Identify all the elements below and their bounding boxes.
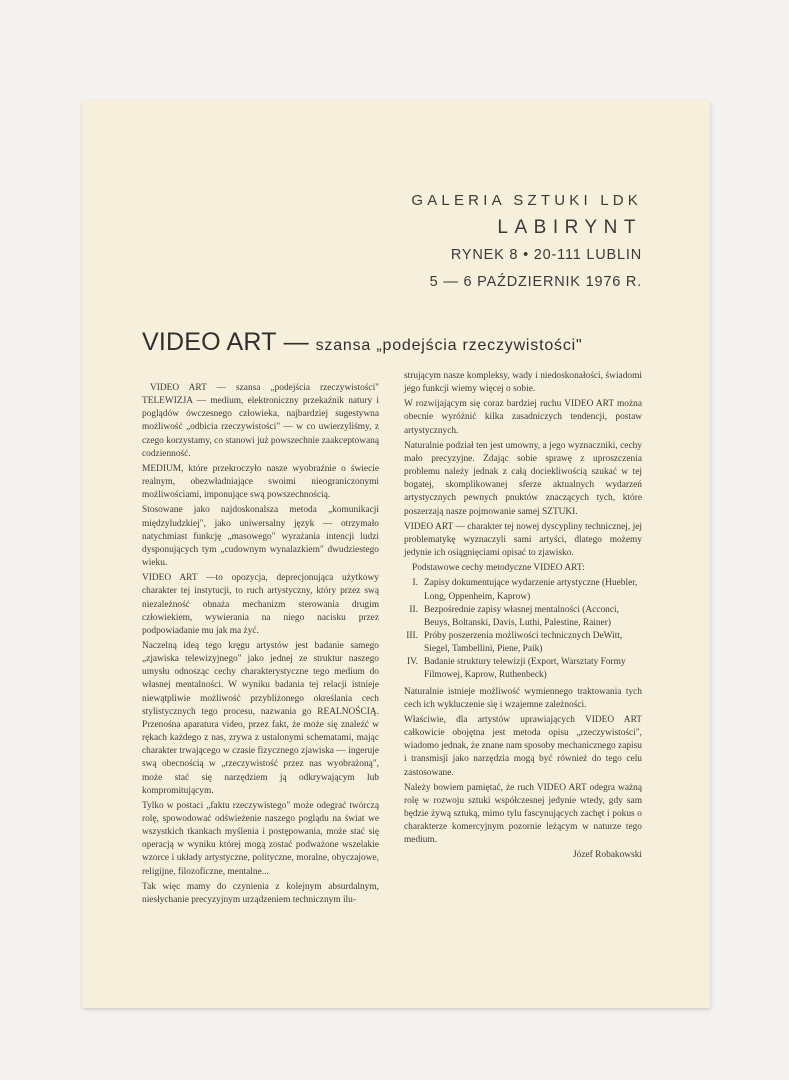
paragraph: Tylko w postaci „faktu rzeczywistego" może odegrać twórczą rolę, spowodować odświeżenie naszego poglądu na świat we wszystkich tkankach myślenia i postępowania, może stać się operacją w wyniku której mogą zostać podważone wszelakie wzorce i układy artystyczne, polityczne, moralne, obyczajowe, religijne, filozoficzne, mentalne...	[142, 800, 379, 877]
paragraph: MEDIUM, które przekroczyło nasze wyobraźnie o świecie realnym, obezwładniające swoimi nieograniczonymi możliwościami, imponujące swą powszechnością.	[142, 463, 379, 501]
methods-list	[404, 577, 642, 682]
event-date: 5 — 6 PAŹDZIERNIK 1976 R.	[429, 274, 642, 290]
list-intro: Podstawowe cechy metodyczne VIDEO ART:	[412, 563, 585, 574]
list-item	[404, 604, 642, 630]
paragraph: Należy bowiem pamiętać, że ruch VIDEO ART odegra ważną rolę w rozwoju sztuki współczesnej jedynie wtedy, gdy sam będzie żywą sztuką, mimo tylu fascynujących zachęt i pokus o charakterze komercyjnym pozornie leżącym w naturze tego medium.	[404, 782, 642, 846]
title-main: VIDEO ART	[142, 328, 277, 356]
paragraph: Naczelną ideą tego kręgu artystów jest badanie samego „zjawiska telewizyjnego" jako jednej ze struktur naszego umysłu odnosząc cechy charakterystyczne tego medium do własnej mentalności. W wyniku badania tej relacji istnieje niewątpliwie możliwość przybliżonego określania cech stylistycznych tego procesu, nazwania go REALNOŚCIĄ. Przenośna aparatura video, przez fakt, że może się znaleźć w rękach każdego z nas, zrywa z ustalonymi schematami, mając charakter trwającego w czasie fizycznego zjawiska — ingeruje swą obecnością w „rzeczywistość przez nas wyobrażoną", może stać się narzędziem ją odkrywającym lub kompromitującym.	[142, 640, 379, 796]
list-number: II.	[409, 604, 418, 615]
list-text: Zapisy dokumentujące wydarzenie artystyczne (Huebler, Long, Oppenheim, Kaprow)	[424, 578, 638, 602]
paragraph: VIDEO ART —to opozycja, deprecjonująca użytkowy charakter tej instytucji, to ruch artystyczny, który przez swą niezależność obnaża mechanizm sterowania drugim człowiekiem, wywierania na niego nacisku przez podpowiadanie mu jak ma żyć.	[142, 573, 379, 636]
paragraph: Naturalnie istnieje możliwość wymiennego traktowania tych cech ich wykluczenie się i wzajemne zależności.	[404, 686, 642, 710]
list-number: IV.	[406, 657, 418, 668]
paragraph: Tak więc mamy do czynienia z kolejnym absurdalnym, niesłychanie precyzyjnym urządzeniem technicznym ilu-	[142, 881, 379, 905]
list-item	[404, 577, 642, 603]
title-subtitle: szansa „podejścia rzeczywistości"	[315, 337, 583, 354]
list-text: Badanie struktury telewizji (Export, Warsztaty Formy Filmowej, Kaprow, Ruthenbeck)	[424, 657, 626, 681]
paragraph: Właściwie, dla artystów uprawiających VIDEO ART całkowicie obojętna jest metoda opisu „rzeczywistości", wiadomo jednak, że znane nam sposoby mechanicznego zapisu i transmisji jako narzędzia mogą być również do tego celu zastosowane.	[404, 714, 642, 778]
gallery-title: LABIRYNT	[497, 217, 642, 238]
gallery-header	[411, 188, 642, 296]
list-text: Bezpośrednie zapisy własnej mentalności (Acconci, Beuys, Boltanski, Davis, Luthi, Palestine, Rainer)	[424, 604, 619, 628]
gallery-name: GALERIA SZTUKI LDK	[411, 192, 642, 209]
paragraph: strującym nasze kompleksy, wady i niedoskonałości, świadomi jego funkcji wiemy więcej o sobie.	[404, 371, 642, 395]
poster-sheet	[82, 100, 710, 1008]
paragraph: VIDEO ART — szansa „podejścia rzeczywistości" TELEWIZJA — medium, elektroniczny przekaźnik natury i poglądów ówczesnego człowieka, najbardziej sugestywna możliwość „odbicia rzeczywistości" — w co uwierzyliśmy, z czego korzystamy, co stanowi już powszechnie zaakceptowaną codzienność.	[142, 383, 379, 459]
paragraph: VIDEO ART — charakter tej nowej dyscypliny technicznej, jej problematykę wyznaczyli sami artyści, dlatego możemy jedynie ich osiągnięciami opisać to zjawisko.	[404, 521, 642, 559]
right-column	[404, 370, 642, 865]
paragraph: W rozwijającym się coraz bardziej ruchu VIDEO ART można obecnie wyróżnić kilka zasadniczych tendencji, postaw artystycznych.	[404, 399, 642, 436]
list-number: III.	[406, 630, 418, 641]
gallery-address: RYNEK 8 • 20-111 LUBLIN	[450, 247, 642, 263]
paragraph: Stosowane jako najdoskonalsza metoda „komunikacji międzyludzkiej", jako uniwersalny język — otrzymało natychmiast funkcję „masowego" wyrażania intencji ludzi dysponujących tym „cudownym wynalazkiem" dwudziestego wieku.	[142, 505, 379, 569]
list-number: I.	[412, 578, 418, 589]
list-item	[404, 630, 642, 656]
author-signature: Józef Robakowski	[573, 850, 642, 861]
paragraph: Naturalnie podział ten jest umowny, a jego wyznaczniki, cechy mało precyzyjne. Zdając sobie sprawę z uproszczenia problemu należy jednak z całą dociekliwością szukać w tej bogatej, skomplikowanej sferze aktualnych wydarzeń artystycznych pewnych pnuktów znaczących tych, które poszerzają nasze pojmowanie samej SZTUKI.	[404, 440, 642, 517]
list-text: Próby poszerzenia możliwości technicznych DeWitt, Siegel, Tambellini, Piene, Paik)	[424, 630, 623, 655]
title-dash: —	[276, 328, 316, 356]
page-title	[142, 328, 582, 357]
left-column	[142, 382, 379, 909]
list-item	[404, 656, 642, 682]
